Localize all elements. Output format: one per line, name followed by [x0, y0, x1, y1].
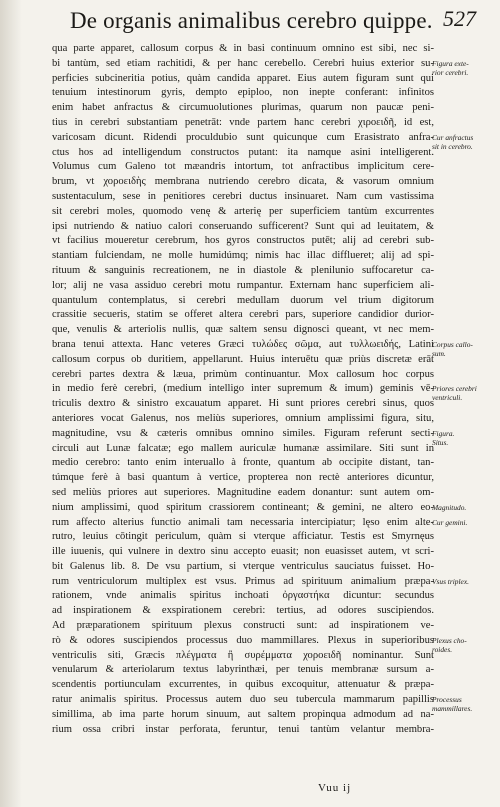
page-number: 527	[443, 6, 476, 31]
margin-note: Vsus triplex.	[432, 576, 469, 586]
text-line: qua parte apparet, callosum corpus & in basi continuum omnino est sibi, nec si-	[52, 43, 434, 54]
text-line: stantiam fulciendam, ne molle humidúmq; nimis hac illac difflueret; alij ad spi-	[52, 250, 434, 262]
text-line: sustentaculum, sese in penitiores cerebri ductus insinuaret. Nam cum vastissima	[52, 190, 434, 202]
text-line: ratur animalis spiritus. Processus autem duo seu tubercula mammarum papillis	[52, 694, 434, 706]
text-line: rò & odores suscipiendos processus duo mammillares. Plexus in superioribus	[52, 634, 434, 646]
catchword: Vuu ij	[318, 782, 352, 794]
text-line: rutro, leuius cōtingit periculum, quàm si vterque afficiatur. Testis est Smyrnęus	[52, 531, 434, 543]
text-line: quantulum contemplatus, si cerebri medullam duorum vel trium digitorum	[52, 294, 434, 306]
text-line: circuli aut Lunæ falcatæ; ego mallem auriculæ humanæ assimilare. Siti sunt in	[52, 442, 434, 454]
text-line: Volumus cum Galeno tot mæandris intortum, tot anfractibus implicitum cere-	[52, 161, 434, 173]
margin-note: Plexus cho- roides.	[432, 636, 467, 654]
text-line: varicosam dicunt. Ridendi proculdubio sunt quicunque cum Erasistrato anfra-	[52, 131, 434, 143]
text-line: bit Galenus lib. 8. De vsu partium, si vterque ventriculus sauciatus fuisset. Ho-	[52, 560, 434, 572]
text-line: medio cerebro: tanto enim interuallo à fronte, quantum ab occipite distant, tan-	[52, 457, 434, 469]
text-line: callosum corpus ob duritiem, appellarunt. Huius interuētu quæ priùs discretæ erāt	[52, 353, 434, 365]
margin-note: Figura. Situs.	[432, 428, 455, 447]
gutter-shadow	[0, 0, 22, 807]
text-line: Ad præparationem spirituum plexus constructi sunt: ad inspirationem ve-	[52, 620, 434, 632]
text-line: vt facilius moueretur cerebrum, hos gyros constructos putēt; alij ad cerebri sub-	[52, 235, 434, 247]
margin-note: Priores cerebri ventriculi.	[432, 384, 477, 403]
text-line: venularum & arteriolarum textus labyrinthæi, per tenuis membranæ sursum a-	[52, 664, 434, 676]
margin-note: Figura exte- rior cerebri.	[432, 58, 469, 77]
text-line: tius in cerebri substantiam penetrāt: vnde partem hanc cerebri χιροειδῆ, id est,	[52, 116, 434, 128]
text-line: bi tantùm, sed etiam rachitidi, & per hanc cerebello. Cerebri huius exterior su-	[52, 57, 434, 69]
text-line: túmque ferè à basi quantum à vertice, propterea non rectè anteriores dicuntur,	[52, 472, 434, 484]
text-line: in medio ferè cerebri, (medium intelligo inter supremum & imum) geminis vē-	[52, 383, 434, 395]
text-line: ad inspirationem & exspirationem cerebri: tertius, ad odores suscipiendos.	[52, 605, 434, 617]
page-header	[60, 6, 490, 40]
text-line: anteriores vocat Galenus, nos meliùs superiores, omnium amplissimi figura, situ,	[52, 412, 434, 424]
text-line: brum, vt χοροειδὴς membrana nutriendo cerebro dicata, & vasorum omnium	[52, 176, 434, 188]
text-line: ctus hos ad intelligendum constructos putant: ita namque asini intelligerent.	[52, 146, 434, 158]
text-line: rationem, vnde animalis spiritus inchoati ὀργαστήκα dicuntur: secundus	[52, 590, 434, 602]
margin-note: Cur anfractus sit in cerebro.	[432, 132, 474, 151]
text-line: nium amplissimi, quod spiritum crassiorem contineant; & gemini, ne altero eo-	[52, 501, 434, 513]
text-line: lor; alij ne vasa assiduo cerebri motu rumpantur. Externam hanc superficiem ali-	[52, 279, 434, 291]
text-line: triculis dextro & sinistro excauatum apparet. Hi sunt priores cerebri sinus, quos	[52, 398, 434, 410]
text-line: sed meliùs priores aut superiores. Magnitudine eadem donantur: sunt autem om-	[52, 486, 434, 498]
margin-note: Cur gemini.	[432, 517, 468, 527]
text-line: simillima, ab ima parte horum sinuum, aut saltem propinqua admodum ad na-	[52, 708, 434, 720]
margin-note: Processus mammillares.	[432, 695, 473, 714]
text-line: scendentis portiunculam excurrentes, in quibus excoquitur, attenuatur & præpa-	[52, 679, 434, 691]
text-line: crassitie secueris, statim se offeret altera cerebri pars, superiore candidior durior-	[52, 309, 434, 321]
text-line: brana tenui attexta. Hanc veteres Græci τυλώδες σῶμα, aut τυλλωειδής, Latini	[52, 338, 434, 350]
margin-note: Magnitudo.	[432, 502, 467, 512]
text-line: ventriculis siti, Græcis πλέγματα ἢ συρέμματα χοροειδῆ nominantur. Sunt	[52, 649, 434, 661]
running-title: De organis animalibus cerebro quippe.	[70, 8, 433, 33]
text-line: magnitudine, vsu & cæteris omnibus omnino similes. Figuram referunt secti-	[52, 427, 434, 439]
text-line: ille iuuenis, qui vulnere in dextro sinu accepto euasit; non euasisset autem, vt scri-	[52, 546, 434, 558]
body-text	[52, 42, 434, 737]
text-line: rituum & sanguinis recreationem, ne in diastole & plenilunio suffocaretur ca-	[52, 264, 434, 276]
text-line: sit cerebri moles, quomodo venę & arterię per superficiem tantùm excurrentes	[52, 205, 434, 217]
text-line: rum ventriculorum multiplex est vsus. Primus ad spirituum animalium præpa-	[52, 575, 434, 587]
text-line: ipsi nutriendo & natiuo calori conseruando sufficerent? Sunt qui ad leuitatem, &	[52, 220, 434, 232]
text-line: rum affecto alterius functio animali tam necessaria intercipiatur; lęso enim alte-	[52, 516, 434, 528]
text-line: rium ossa cribri instar perforata, feruntur, tenui tantùm velantur membra-	[52, 723, 434, 735]
text-line: perficies subcineritia potius, quàm candida apparet. Eius autem figuram sunt qui	[52, 72, 434, 84]
text-line: que, venulis & arteriolis nullis, quæ saltem sensu dignosci queant, vt nec mem-	[52, 324, 434, 336]
text-line: enim habet anfractus & circumuolutiones plurimas, quarum non paucæ peni-	[52, 102, 434, 114]
text-line: cerebri partes dextra & læua, primùm continuantur. Mox callosum hoc corpus	[52, 368, 434, 380]
margin-note: Corpus callo- sum.	[432, 340, 473, 358]
text-line: tenuium intestinorum gyris, dempto epiploo, non inepte conferant: infinitos	[52, 87, 434, 99]
